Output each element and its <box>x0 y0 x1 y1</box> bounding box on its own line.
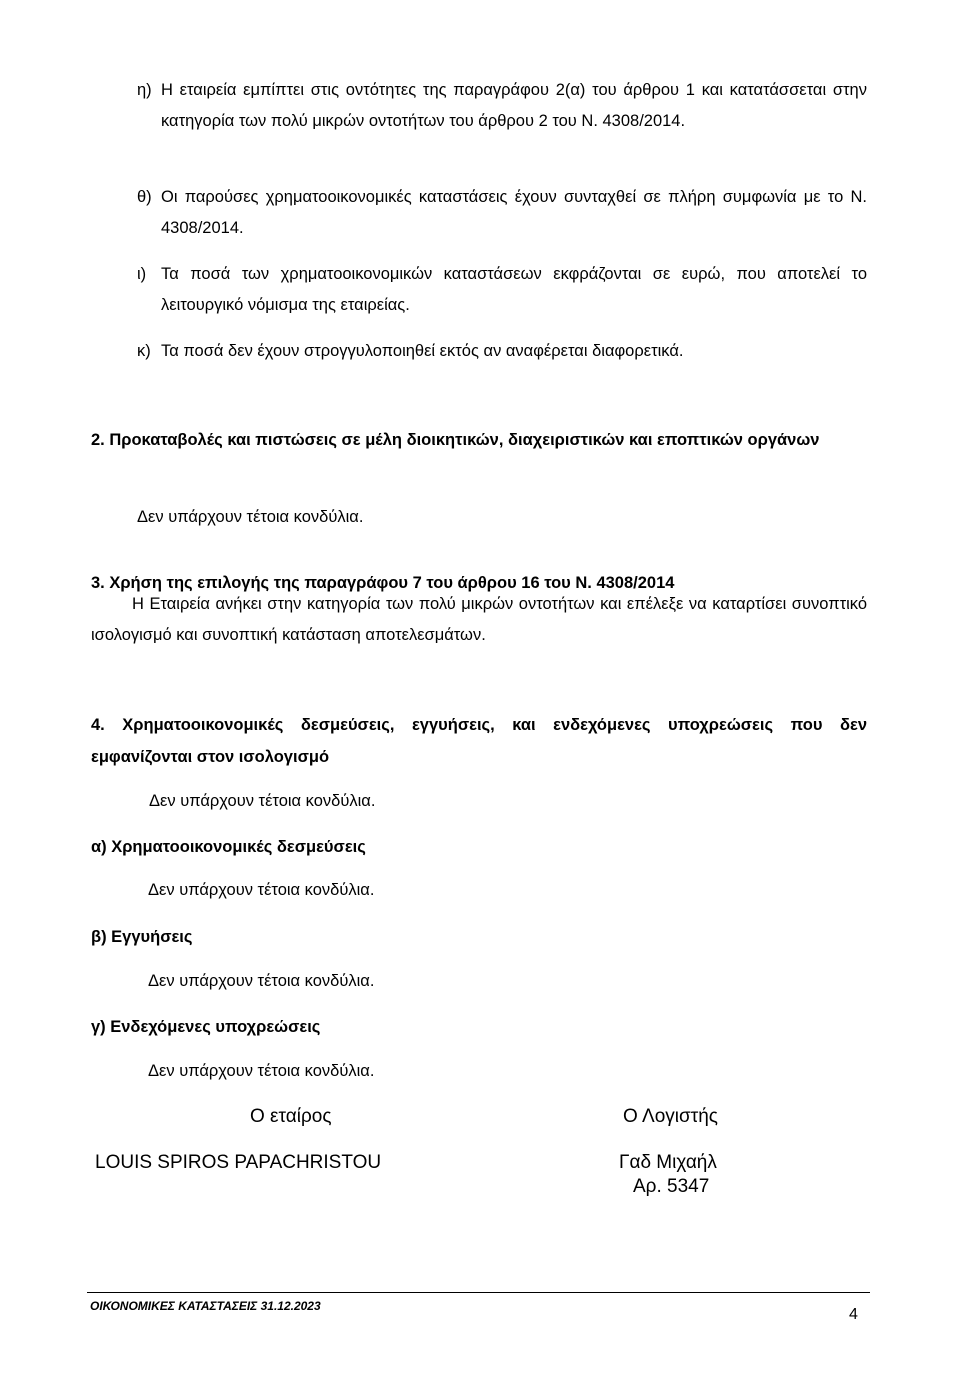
footer-divider <box>87 1292 870 1293</box>
list-item-label: η) <box>137 81 152 99</box>
list-item-label: θ) <box>137 188 152 206</box>
signature-left-name: LOUIS SPIROS PAPACHRISTOU <box>95 1152 382 1173</box>
section-4c-heading: γ) Ενδεχόμενες υποχρεώσεις <box>91 1018 321 1036</box>
section-4a-body: Δεν υπάρχουν τέτοια κονδύλια. <box>148 881 375 899</box>
section-4b-heading: β) Εγγυήσεις <box>91 928 193 946</box>
section-3-heading: 3. Χρήση της επιλογής της παραγράφου 7 του άρθρου 16 του Ν. 4308/2014 <box>91 574 675 592</box>
section-2-body: Δεν υπάρχουν τέτοια κονδύλια. <box>137 508 364 526</box>
section-4-heading: 4. Χρηματοοικονομικές δεσμεύσεις, εγγυήσεις, και ενδεχόμενες υποχρεώσεις που δεν εμφανίζονται στον ισολογισμό <box>91 716 867 766</box>
signature-left-role: Ο εταίρος <box>250 1106 332 1127</box>
list-item-theta <box>137 182 867 244</box>
section-4c-body: Δεν υπάρχουν τέτοια κονδύλια. <box>148 1062 375 1080</box>
section-4b-body: Δεν υπάρχουν τέτοια κονδύλια. <box>148 972 375 990</box>
signature-right-registration: Αρ. 5347 <box>633 1176 710 1197</box>
section-4a-heading: α) Χρηματοοικονομικές δεσμεύσεις <box>91 838 366 856</box>
list-item-label: κ) <box>137 342 151 360</box>
page-number: 4 <box>849 1306 858 1323</box>
footer-title: ΟΙΚΟΝΟΜΙΚΕΣ ΚΑΤΑΣΤΑΣΕΙΣ 31.12.2023 <box>90 1299 321 1313</box>
list-item-text: Τα ποσά δεν έχουν στρογγυλοποιηθεί εκτός αν αναφέρεται διαφορετικά. <box>161 342 684 360</box>
list-item-kappa <box>137 336 867 367</box>
section-3-body: Η Εταιρεία ανήκει στην κατηγορία των πολύ μικρών οντοτήτων και επέλεξε να καταρτίσει συνοπτικό ισολογισμό και συνοπτική κατάσταση αποτελεσμάτων. <box>91 595 867 644</box>
list-item-text: Οι παρούσες χρηματοοικονομικές καταστάσεις έχουν συνταχθεί σε πλήρη συμφωνία με το Ν. 4308/2014. <box>161 188 867 237</box>
list-item-eta <box>137 75 867 137</box>
list-item-label: ι) <box>137 265 147 283</box>
signature-right-name: Γαδ Μιχαήλ <box>619 1152 717 1173</box>
section-2-heading: 2. Προκαταβολές και πιστώσεις σε μέλη διοικητικών, διαχειριστικών και εποπτικών οργάνων <box>91 431 820 449</box>
list-item-text: Η εταιρεία εμπίπτει στις οντότητες της παραγράφου 2(α) του άρθρου 1 και κατατάσσεται στην κατηγορία των πολύ μικρών οντοτήτων του άρθρου 2 του Ν. 4308/2014. <box>161 81 867 130</box>
list-item-text: Τα ποσά των χρηματοοικονομικών καταστάσεων εκφράζονται σε ευρώ, που αποτελεί το λειτουργικό νόμισμα της εταιρείας. <box>161 265 867 314</box>
section-4-body: Δεν υπάρχουν τέτοια κονδύλια. <box>149 792 376 810</box>
signature-right-role: Ο Λογιστής <box>623 1106 718 1127</box>
list-item-iota <box>137 259 867 321</box>
